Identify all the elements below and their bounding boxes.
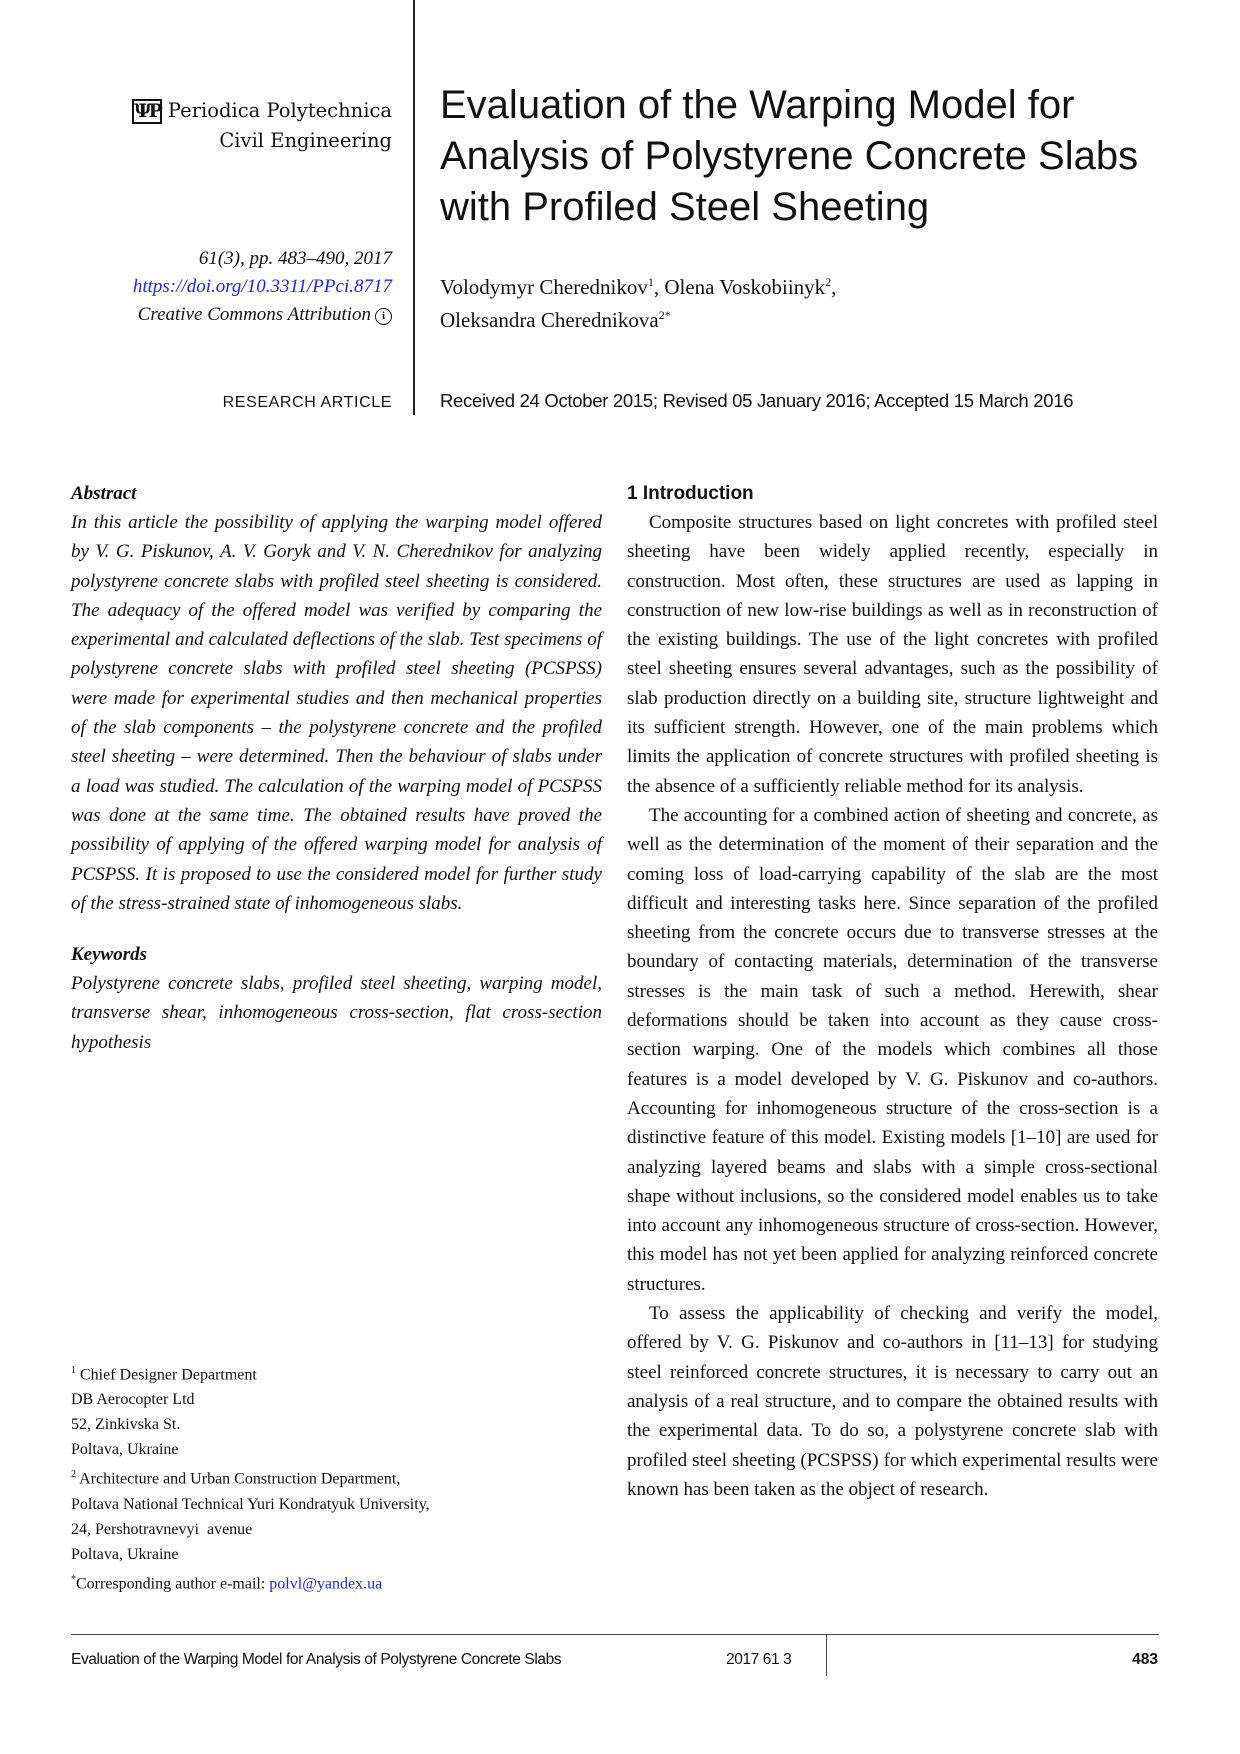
author-affil-sup: 1 <box>647 275 654 289</box>
author-separator: , <box>831 275 837 299</box>
affiliation-line: Poltava National Technical Yuri Kondratyuk University, <box>71 1495 430 1513</box>
affiliations <box>71 1358 511 1596</box>
author-list <box>440 268 1160 334</box>
left-column <box>71 479 602 1057</box>
author <box>440 275 664 299</box>
affiliation-line <box>71 1358 511 1387</box>
journal-name-line1: Periodica Polytechnica <box>167 99 392 122</box>
author-affil-sup: 2* <box>658 308 671 322</box>
cc-by-icon: i <box>375 308 392 325</box>
citation: 61(3), pp. 483–490, 2017 <box>198 248 392 269</box>
journal-masthead <box>70 96 392 156</box>
journal-logo-icon: ΨP <box>132 99 162 124</box>
header-divider <box>413 0 415 415</box>
license-row <box>70 301 392 329</box>
corresponding-sup: * <box>71 1573 76 1585</box>
affil-text: Architecture and Urban Construction Department, <box>79 1470 401 1488</box>
intro-paragraph: The accounting for a combined action of sheeting and concrete, as well as the determination of the moment of their separation and the coming loss of load-carrying capability of the slab are the most difficult and interesting tasks here. Since separation of the profiled sheeting from the concrete occurs due to transverse stresses at the boundary of contacting materials, determination of the transverse stresses is the main task of such a method. Herewith, shear deformations should be taken into account as they cause cross-section warping. One of the models which combines all those features is a model developed by V. G. Piskunov and co-authors. Accounting for inhomogeneous structure of the cross-section is a distinctive feature of this model. Existing models [1–10] are used for analyzing layered beams and slabs with a simple cross-sectional shape without inclusions, so the considered model enables us to take into account any inhomogeneous structure of cross-section. However, this model has not yet been applied for analyzing reinforced concrete structures. <box>627 804 1158 1295</box>
intro-paragraph: Composite structures based on light concretes with profiled steel sheeting have been widely applied recently, especially in construction. Most often, these structures are used as lapping in construction of new low-rise buildings as well as in reconstruction of the existing buildings. The use of the light concretes with profiled steel sheeting ensures several advantages, such as the possibility of slab production directly on a building site, structure lightweight and its sufficient strength. However, one of the main problems which limits the application of concrete structures with profiled sheeting is the absence of a sufficiently reliable method for its analysis. <box>627 512 1158 797</box>
corresponding-author <box>71 1567 511 1596</box>
affil-sup: 1 <box>71 1365 76 1376</box>
right-column <box>627 479 1158 1504</box>
article-type: RESEARCH ARTICLE <box>222 394 392 411</box>
article-dates: Received 24 October 2015; Revised 05 January 2016; Accepted 15 March 2016 <box>440 390 1074 411</box>
article-meta <box>70 245 392 329</box>
affiliation-line: 52, Zinkivska St. <box>71 1416 181 1434</box>
affiliation-line: DB Aerocopter Ltd <box>71 1391 195 1409</box>
footer-running-title: Evaluation of the Warping Model for Analysis of Polystyrene Concrete Slabs <box>71 1651 562 1668</box>
email-link[interactable]: polvl@yandex.ua <box>269 1574 383 1592</box>
license-text: Creative Commons Attribution <box>137 304 371 325</box>
affiliation-line: 24, Pershotravnevyi avenue <box>71 1520 253 1538</box>
keywords-text: Polystyrene concrete slabs, profiled steel sheeting, warping model, transverse shear, inhomogeneous cross-section, flat cross-section hypothesis <box>71 973 602 1053</box>
footer-issue: 2017 61 3 <box>726 1651 792 1668</box>
footer-rule <box>71 1634 1159 1635</box>
abstract-text: In this article the possibility of applying the warping model offered by V. G. Piskunov, A. V. Goryk and V. N. Cherednikov for analyzing polystyrene concrete slabs with profiled steel sheeting is considered. The adequacy of the offered model was verified by comparing the experimental and calculated deflections of the slab. Test specimens of polystyrene concrete slabs with profiled steel sheeting (PCSPSS) were made for experimental studies and then mechanical properties of the slab components – the polystyrene concrete and the profiled steel sheeting – were determined. Then the behaviour of slabs under a load was studied. The calculation of the warping model of PCSPSS was done at the same time. The obtained results have proved the possibility of applying of the offered warping model for analysis of PCSPSS. It is proposed to use the considered model for further study of the stress-strained state of inhomogeneous slabs. <box>71 512 602 914</box>
journal-name-line2: Civil Engineering <box>219 129 392 152</box>
page-number: 483 <box>1132 1651 1158 1668</box>
keywords-heading: Keywords <box>71 944 147 966</box>
corresponding-label: Corresponding author e-mail: <box>76 1574 270 1592</box>
affil-text: Chief Designer Department <box>80 1366 257 1384</box>
affiliation-line: Poltava, Ukraine <box>71 1441 179 1459</box>
author-separator: , <box>653 275 665 299</box>
author-name: Oleksandra Cherednikova <box>440 308 659 332</box>
introduction-heading: 1 Introduction <box>627 483 754 504</box>
doi-link[interactable]: https://doi.org/10.3311/PPci.8717 <box>132 276 392 297</box>
affiliation-line: Poltava, Ukraine <box>71 1545 179 1563</box>
footer-divider <box>826 1634 827 1676</box>
author <box>440 308 671 332</box>
affiliation-line <box>71 1462 511 1491</box>
author-affil-sup: 2 <box>825 275 832 289</box>
journal-name-line1-row <box>70 96 392 126</box>
abstract-heading: Abstract <box>71 483 137 504</box>
article-title: Evaluation of the Warping Model for Analysis of Polystyrene Concrete Slabs with Profiled Steel Sheeting <box>440 83 1139 229</box>
author <box>664 275 836 299</box>
affil-sup: 2 <box>71 1469 76 1481</box>
intro-paragraph: To assess the applicability of checking and verify the model, offered by V. G. Piskunov and co-authors in [11–13] for studying steel reinforced concrete structures, it is necessary to carry out an analysis of a real structure, and to compare the obtained results with the experimental data. To do so, a polystyrene concrete slab with profiled steel sheeting (PCSPSS) for which experimental results were known has been taken as the object of research. <box>627 1303 1158 1500</box>
author-name: Olena Voskobiinyk <box>664 275 826 299</box>
author-name: Volodymyr Cherednikov <box>440 275 648 299</box>
